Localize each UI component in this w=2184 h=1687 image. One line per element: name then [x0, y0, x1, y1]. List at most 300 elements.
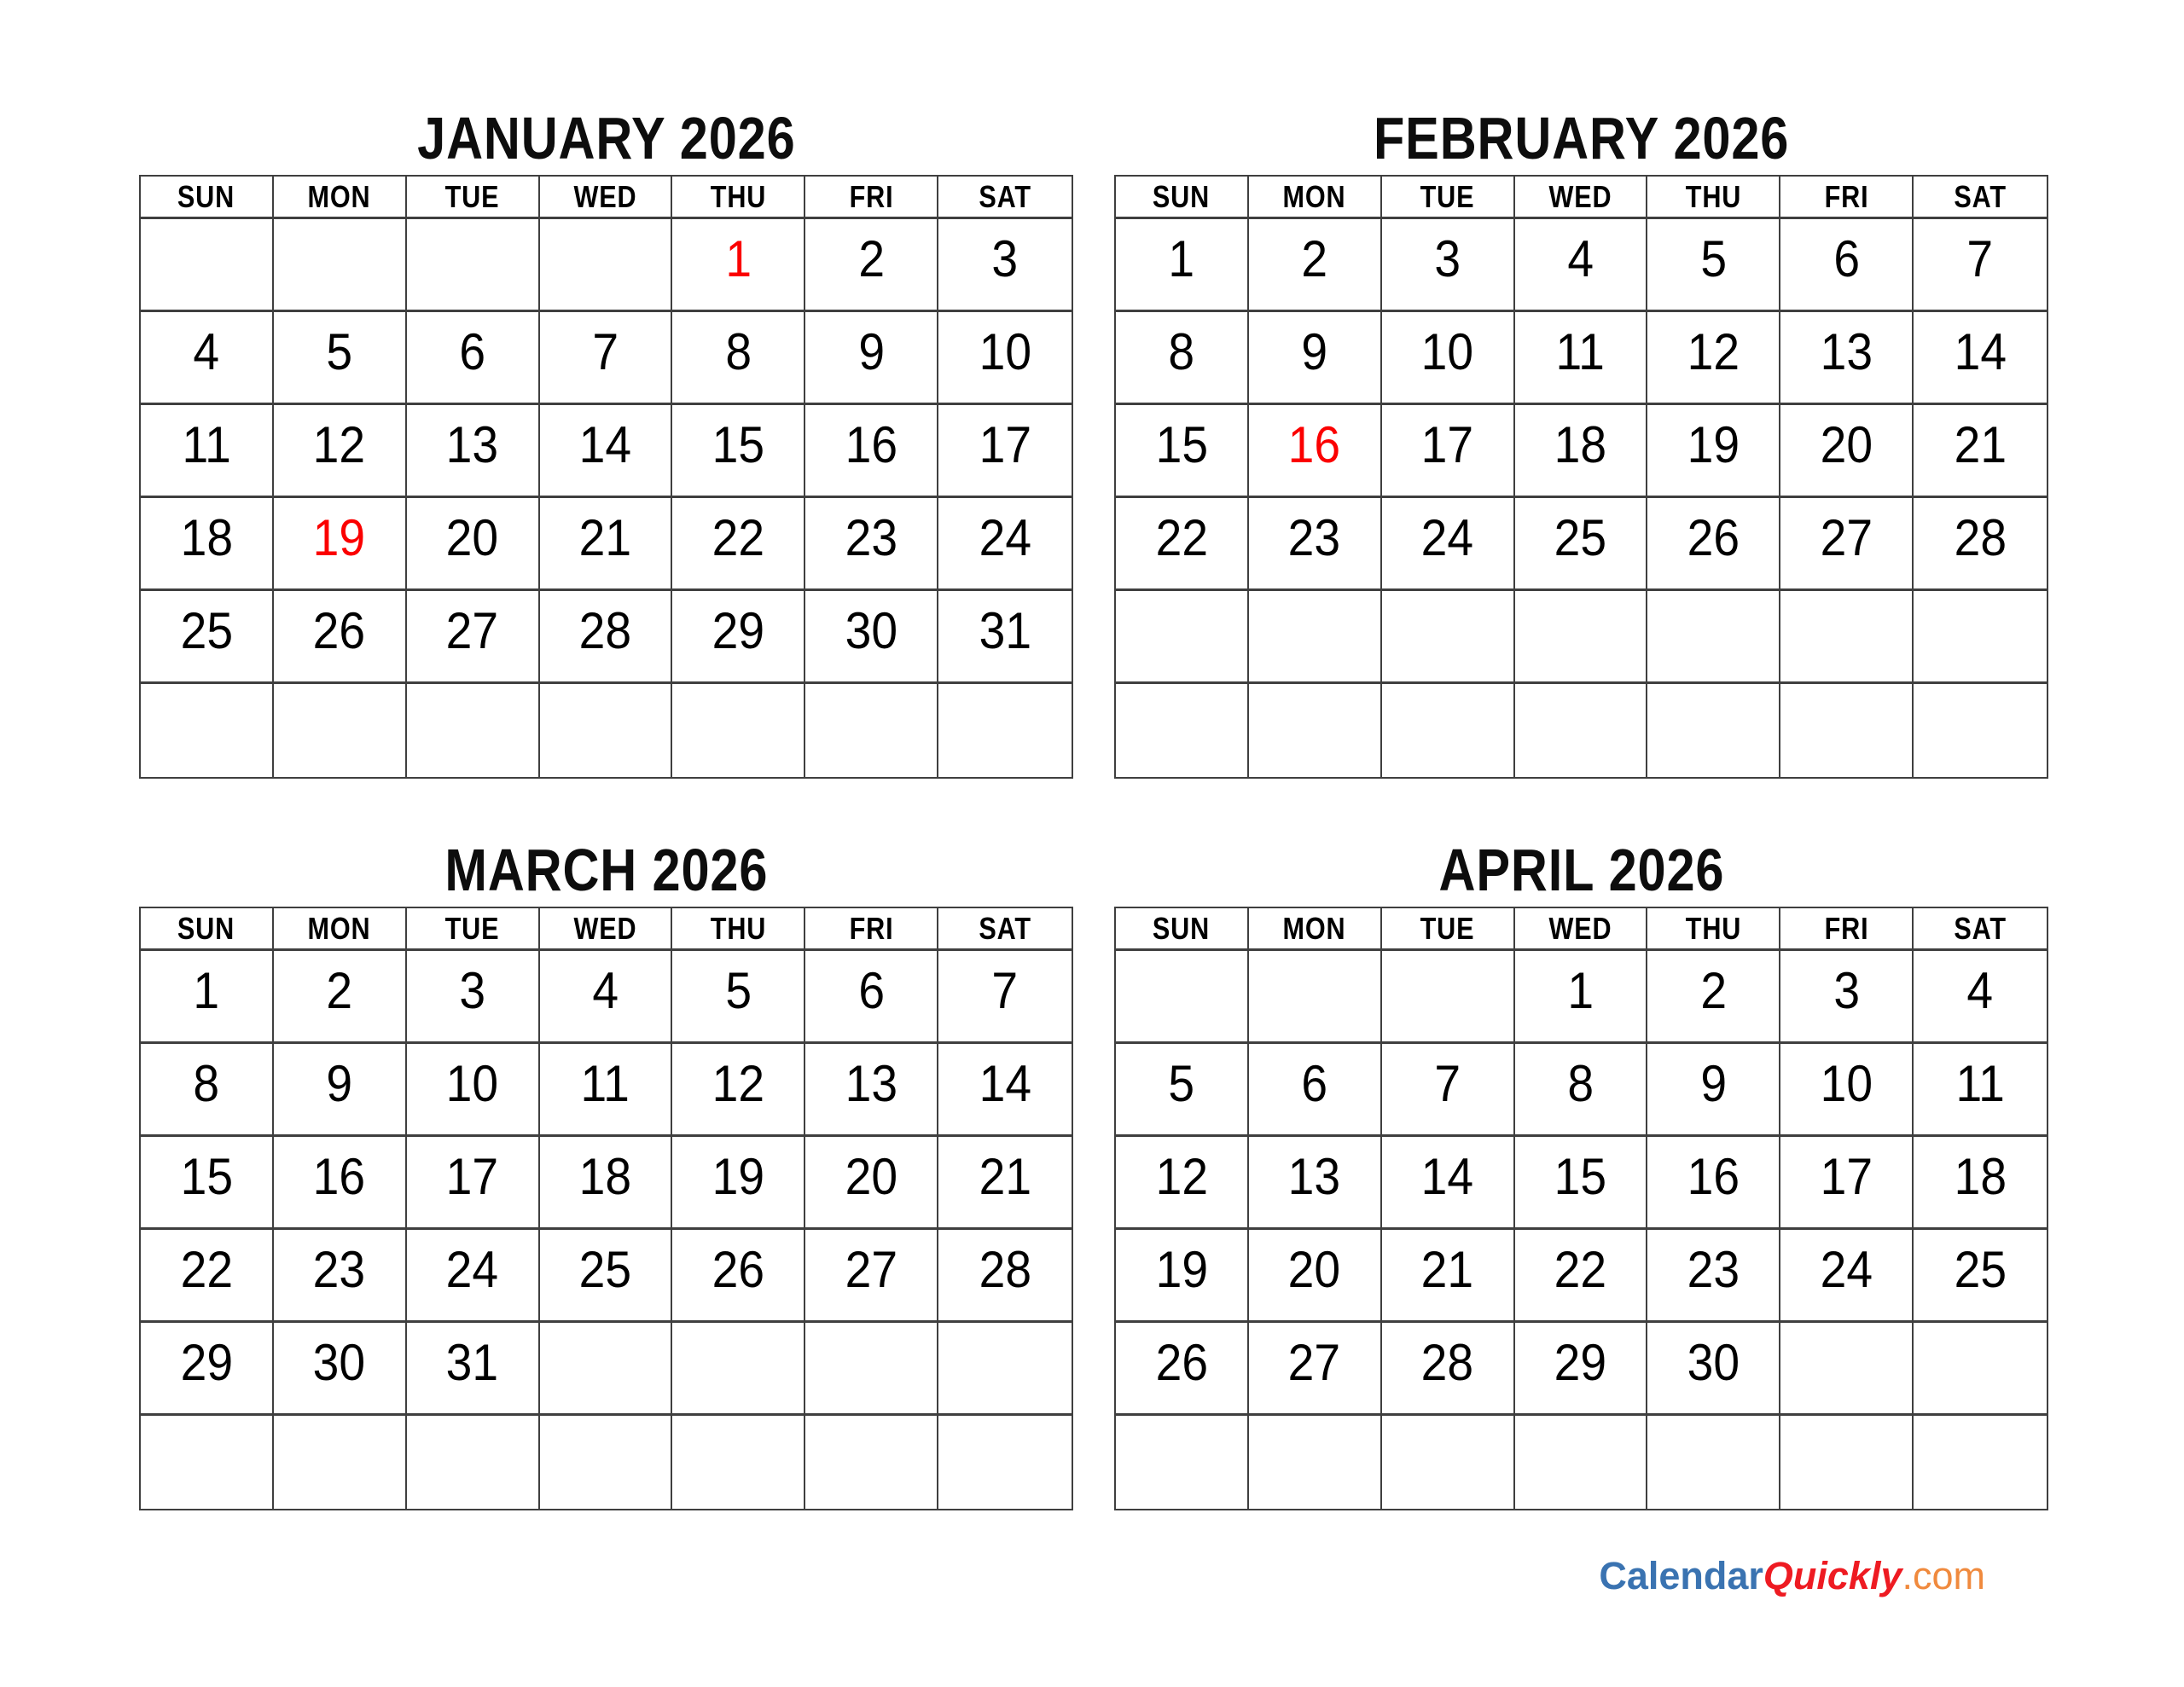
day-cell-21	[1382, 1230, 1515, 1323]
day-number: 20	[1288, 1240, 1341, 1298]
day-cell-1	[1116, 219, 1249, 312]
calendarquickly-logo	[1599, 1554, 1985, 1598]
day-cell-16	[805, 405, 938, 498]
day-number: 14	[578, 415, 632, 473]
day-cell-27	[805, 1230, 938, 1323]
day-cell-9	[805, 312, 938, 405]
weekday-header-thu	[1647, 908, 1780, 951]
day-number: 23	[313, 1240, 366, 1298]
day-number: 1	[724, 229, 752, 287]
day-cell-1	[1515, 951, 1648, 1044]
day-number: 25	[180, 601, 233, 659]
empty-day-cell	[1515, 684, 1648, 777]
day-number: 30	[1687, 1333, 1740, 1391]
weekday-header-thu	[672, 177, 805, 219]
day-number: 2	[326, 961, 353, 1019]
day-cell-17	[1382, 405, 1515, 498]
month-title-text: JANUARY 2026	[416, 104, 796, 171]
day-number: 6	[459, 322, 485, 380]
day-number: 20	[845, 1147, 897, 1205]
weekday-label: SUN	[177, 910, 235, 946]
day-cell-16	[274, 1137, 407, 1230]
day-cell-27	[407, 591, 540, 684]
day-cell-2	[274, 951, 407, 1044]
day-number: 25	[1554, 508, 1607, 566]
day-cell-27	[1780, 498, 1914, 591]
day-cell-6	[1249, 1044, 1382, 1137]
day-cell-9	[1249, 312, 1382, 405]
day-number: 13	[1820, 322, 1873, 380]
empty-day-cell	[805, 684, 938, 777]
month-title-april	[1114, 832, 2048, 907]
day-number: 28	[1954, 508, 2007, 566]
weekday-label: MON	[1282, 178, 1346, 214]
day-cell-14	[540, 405, 673, 498]
empty-day-cell	[1647, 684, 1780, 777]
day-cell-11	[1914, 1044, 2047, 1137]
calendar-grid-february	[1114, 175, 2048, 779]
day-cell-20	[805, 1137, 938, 1230]
day-cell-28	[540, 591, 673, 684]
day-cell-29	[141, 1323, 274, 1416]
day-cell-31	[407, 1323, 540, 1416]
day-cell-20	[1780, 405, 1914, 498]
day-cell-17	[1780, 1137, 1914, 1230]
weekday-label: TUE	[444, 178, 500, 214]
empty-day-cell	[1116, 591, 1249, 684]
day-cell-13	[1780, 312, 1914, 405]
day-number: 26	[313, 601, 366, 659]
day-number: 4	[193, 322, 220, 380]
day-number: 14	[979, 1054, 1031, 1112]
weekday-label: WED	[573, 178, 637, 214]
calendar-grid-april	[1114, 907, 2048, 1510]
weekday-header-sat	[1914, 177, 2047, 219]
day-cell-14	[1382, 1137, 1515, 1230]
day-cell-3	[1382, 219, 1515, 312]
day-number: 8	[1168, 322, 1195, 380]
weekday-label: SUN	[1153, 910, 1211, 946]
day-cell-10	[1382, 312, 1515, 405]
calendar-month-april	[1114, 832, 2048, 1510]
day-number: 28	[1420, 1333, 1474, 1391]
day-cell-6	[1780, 219, 1914, 312]
day-number: 9	[1301, 322, 1328, 380]
weekday-label: TUE	[444, 910, 500, 946]
calendar-grid-march	[139, 907, 1073, 1510]
logo-domain-text: .com	[1902, 1554, 1985, 1597]
day-number: 18	[1554, 415, 1607, 473]
day-cell-8	[672, 312, 805, 405]
empty-day-cell	[1914, 1416, 2047, 1509]
empty-day-cell	[938, 684, 1072, 777]
day-number: 24	[445, 1240, 499, 1298]
day-cell-24	[938, 498, 1072, 591]
day-cell-5	[1116, 1044, 1249, 1137]
day-number: 26	[1155, 1333, 1208, 1391]
weekday-header-wed	[540, 177, 673, 219]
empty-day-cell	[1249, 591, 1382, 684]
day-cell-19	[1116, 1230, 1249, 1323]
day-number: 10	[445, 1054, 499, 1112]
day-cell-24	[1382, 498, 1515, 591]
day-cell-26	[672, 1230, 805, 1323]
weekday-header-thu	[1647, 177, 1780, 219]
day-cell-8	[141, 1044, 274, 1137]
day-number: 6	[857, 961, 885, 1019]
day-number: 27	[445, 601, 499, 659]
day-number: 31	[445, 1333, 499, 1391]
weekday-header-wed	[1515, 908, 1648, 951]
day-number: 16	[313, 1147, 366, 1205]
empty-day-cell	[1914, 684, 2047, 777]
day-number: 23	[1288, 508, 1341, 566]
empty-day-cell	[274, 684, 407, 777]
day-cell-23	[1647, 1230, 1780, 1323]
day-number: 10	[979, 322, 1031, 380]
day-number: 12	[313, 415, 366, 473]
day-number: 8	[1567, 1054, 1594, 1112]
day-cell-1	[141, 951, 274, 1044]
weekday-header-fri	[805, 908, 938, 951]
day-number: 14	[1954, 322, 2007, 380]
day-number: 11	[182, 415, 231, 473]
weekday-label: SUN	[1153, 178, 1211, 214]
day-cell-5	[1647, 219, 1780, 312]
day-cell-23	[805, 498, 938, 591]
day-number: 24	[1420, 508, 1474, 566]
weekday-header-sun	[141, 908, 274, 951]
day-cell-18	[1515, 405, 1648, 498]
day-number: 29	[712, 601, 765, 659]
day-number: 23	[1687, 1240, 1740, 1298]
weekday-header-wed	[540, 908, 673, 951]
weekday-label: THU	[710, 910, 767, 946]
day-number: 4	[592, 961, 619, 1019]
day-number: 19	[313, 508, 366, 566]
day-number: 17	[445, 1147, 499, 1205]
day-cell-28	[1914, 498, 2047, 591]
day-cell-30	[1647, 1323, 1780, 1416]
day-number: 12	[1155, 1147, 1208, 1205]
day-number: 26	[712, 1240, 765, 1298]
month-title-march	[139, 832, 1073, 907]
day-cell-22	[672, 498, 805, 591]
day-cell-3	[1780, 951, 1914, 1044]
weekday-label: FRI	[849, 178, 894, 214]
day-number: 10	[1820, 1054, 1873, 1112]
day-number: 30	[845, 601, 897, 659]
day-cell-12	[1116, 1137, 1249, 1230]
empty-day-cell	[540, 684, 673, 777]
day-number: 5	[1168, 1054, 1195, 1112]
weekday-header-mon	[1249, 177, 1382, 219]
empty-day-cell	[1382, 951, 1515, 1044]
day-cell-13	[1249, 1137, 1382, 1230]
weekday-label: MON	[1282, 910, 1346, 946]
day-cell-5	[672, 951, 805, 1044]
day-cell-8	[1116, 312, 1249, 405]
day-cell-26	[274, 591, 407, 684]
day-number: 11	[1555, 322, 1606, 380]
day-number: 21	[979, 1147, 1031, 1205]
day-cell-18	[1914, 1137, 2047, 1230]
day-cell-17	[938, 405, 1072, 498]
day-cell-15	[141, 1137, 274, 1230]
day-number: 3	[1833, 961, 1860, 1019]
weekday-header-tue	[1382, 908, 1515, 951]
day-number: 10	[1420, 322, 1474, 380]
day-cell-25	[540, 1230, 673, 1323]
day-number: 5	[724, 961, 752, 1019]
day-number: 23	[845, 508, 897, 566]
day-number: 6	[1301, 1054, 1328, 1112]
day-cell-15	[672, 405, 805, 498]
empty-day-cell	[1116, 1416, 1249, 1509]
weekday-label: FRI	[849, 910, 894, 946]
day-number: 26	[1687, 508, 1740, 566]
empty-day-cell	[938, 1323, 1072, 1416]
day-cell-14	[938, 1044, 1072, 1137]
day-number: 5	[1699, 229, 1727, 287]
day-cell-26	[1116, 1323, 1249, 1416]
calendar-grid-january	[139, 175, 1073, 779]
weekday-label: TUE	[1420, 910, 1475, 946]
day-number: 22	[1155, 508, 1208, 566]
day-cell-18	[141, 498, 274, 591]
day-cell-25	[141, 591, 274, 684]
month-title-text: FEBRUARY 2026	[1373, 104, 1790, 171]
day-cell-15	[1116, 405, 1249, 498]
day-number: 29	[180, 1333, 233, 1391]
day-number: 18	[180, 508, 233, 566]
day-number: 28	[578, 601, 632, 659]
day-number: 3	[1434, 229, 1461, 287]
day-cell-29	[672, 591, 805, 684]
day-cell-18	[540, 1137, 673, 1230]
day-cell-4	[540, 951, 673, 1044]
empty-day-cell	[805, 1323, 938, 1416]
day-cell-13	[407, 405, 540, 498]
day-number: 16	[1687, 1147, 1740, 1205]
day-cell-17	[407, 1137, 540, 1230]
day-number: 6	[1833, 229, 1860, 287]
empty-day-cell	[1647, 1416, 1780, 1509]
day-cell-3	[407, 951, 540, 1044]
logo-quickly-text: Quickly	[1763, 1554, 1902, 1597]
day-cell-29	[1515, 1323, 1648, 1416]
empty-day-cell	[1780, 1323, 1914, 1416]
weekday-header-mon	[1249, 908, 1382, 951]
day-cell-25	[1515, 498, 1648, 591]
month-title-text: APRIL 2026	[1438, 836, 1724, 903]
empty-day-cell	[1515, 591, 1648, 684]
day-cell-1	[672, 219, 805, 312]
empty-day-cell	[407, 1416, 540, 1509]
day-cell-7	[540, 312, 673, 405]
day-number: 17	[979, 415, 1031, 473]
weekday-header-sat	[938, 177, 1072, 219]
day-number: 12	[712, 1054, 765, 1112]
day-cell-8	[1515, 1044, 1648, 1137]
day-cell-6	[805, 951, 938, 1044]
day-cell-27	[1249, 1323, 1382, 1416]
day-number: 1	[193, 961, 220, 1019]
weekday-header-wed	[1515, 177, 1648, 219]
day-cell-7	[1914, 219, 2047, 312]
day-number: 5	[326, 322, 353, 380]
calendar-month-january	[139, 101, 1073, 779]
empty-day-cell	[1914, 591, 2047, 684]
empty-day-cell	[1116, 951, 1249, 1044]
day-number: 12	[1687, 322, 1740, 380]
day-cell-28	[938, 1230, 1072, 1323]
weekday-header-sat	[1914, 908, 2047, 951]
day-number: 7	[991, 961, 1019, 1019]
month-title-february	[1114, 101, 2048, 175]
day-number: 20	[1820, 415, 1873, 473]
weekday-label: WED	[1548, 910, 1612, 946]
day-cell-11	[141, 405, 274, 498]
weekday-label: THU	[1685, 910, 1742, 946]
day-number: 25	[1954, 1240, 2007, 1298]
weekday-header-fri	[805, 177, 938, 219]
day-number: 4	[1966, 961, 1994, 1019]
day-number: 27	[1820, 508, 1873, 566]
empty-day-cell	[407, 684, 540, 777]
day-cell-7	[938, 951, 1072, 1044]
day-number: 27	[845, 1240, 897, 1298]
day-cell-30	[274, 1323, 407, 1416]
day-number: 19	[712, 1147, 765, 1205]
day-cell-26	[1647, 498, 1780, 591]
empty-day-cell	[672, 684, 805, 777]
weekday-header-sun	[141, 177, 274, 219]
day-cell-2	[1647, 951, 1780, 1044]
day-number: 15	[1554, 1147, 1607, 1205]
month-title-january	[139, 101, 1073, 175]
day-number: 19	[1687, 415, 1740, 473]
day-number: 20	[445, 508, 499, 566]
day-number: 25	[578, 1240, 632, 1298]
empty-day-cell	[1382, 591, 1515, 684]
day-number: 15	[180, 1147, 233, 1205]
empty-day-cell	[1647, 591, 1780, 684]
day-number: 11	[1955, 1054, 2005, 1112]
day-number: 7	[592, 322, 619, 380]
weekday-label: THU	[1685, 178, 1742, 214]
day-cell-19	[274, 498, 407, 591]
weekday-label: FRI	[1824, 910, 1869, 946]
day-cell-22	[1116, 498, 1249, 591]
day-cell-10	[407, 1044, 540, 1137]
day-cell-19	[672, 1137, 805, 1230]
weekday-header-tue	[407, 908, 540, 951]
day-number: 4	[1567, 229, 1594, 287]
day-cell-28	[1382, 1323, 1515, 1416]
day-number: 1	[1567, 961, 1594, 1019]
day-cell-30	[805, 591, 938, 684]
empty-day-cell	[1249, 684, 1382, 777]
day-number: 22	[712, 508, 765, 566]
empty-day-cell	[938, 1416, 1072, 1509]
empty-day-cell	[805, 1416, 938, 1509]
day-number: 8	[724, 322, 752, 380]
empty-day-cell	[540, 1416, 673, 1509]
empty-day-cell	[1116, 684, 1249, 777]
weekday-label: WED	[573, 910, 637, 946]
day-number: 16	[1288, 415, 1341, 473]
day-cell-24	[1780, 1230, 1914, 1323]
calendar-month-march	[139, 832, 1073, 1510]
day-cell-4	[1914, 951, 2047, 1044]
day-number: 27	[1288, 1333, 1341, 1391]
day-number: 1	[1168, 229, 1195, 287]
day-cell-21	[938, 1137, 1072, 1230]
day-number: 22	[180, 1240, 233, 1298]
day-number: 24	[979, 508, 1031, 566]
day-number: 31	[979, 601, 1031, 659]
weekday-header-thu	[672, 908, 805, 951]
weekday-header-mon	[274, 908, 407, 951]
day-cell-5	[274, 312, 407, 405]
weekday-header-fri	[1780, 177, 1914, 219]
weekday-header-tue	[1382, 177, 1515, 219]
day-number: 8	[193, 1054, 220, 1112]
day-cell-20	[1249, 1230, 1382, 1323]
day-number: 9	[326, 1054, 353, 1112]
weekday-header-sat	[938, 908, 1072, 951]
day-cell-25	[1914, 1230, 2047, 1323]
empty-day-cell	[540, 219, 673, 312]
empty-day-cell	[141, 219, 274, 312]
day-number: 3	[991, 229, 1019, 287]
day-number: 16	[845, 415, 897, 473]
day-cell-16	[1249, 405, 1382, 498]
empty-day-cell	[1382, 1416, 1515, 1509]
day-cell-13	[805, 1044, 938, 1137]
calendar-month-february	[1114, 101, 2048, 779]
empty-day-cell	[1780, 591, 1914, 684]
empty-day-cell	[540, 1323, 673, 1416]
day-number: 7	[1966, 229, 1994, 287]
day-cell-23	[1249, 498, 1382, 591]
empty-day-cell	[274, 1416, 407, 1509]
day-number: 22	[1554, 1240, 1607, 1298]
day-number: 21	[578, 508, 632, 566]
logo-calendar-text: Calendar	[1599, 1554, 1763, 1597]
day-cell-20	[407, 498, 540, 591]
day-number: 2	[857, 229, 885, 287]
weekday-label: THU	[710, 178, 767, 214]
day-number: 15	[1155, 415, 1208, 473]
day-number: 14	[1420, 1147, 1474, 1205]
day-cell-6	[407, 312, 540, 405]
day-number: 21	[1954, 415, 2007, 473]
day-number: 2	[1699, 961, 1727, 1019]
day-number: 19	[1155, 1240, 1208, 1298]
day-number: 30	[313, 1333, 366, 1391]
weekday-label: SAT	[979, 178, 1031, 214]
weekday-label: TUE	[1420, 178, 1475, 214]
weekday-header-tue	[407, 177, 540, 219]
day-cell-31	[938, 591, 1072, 684]
weekday-label: SAT	[1954, 910, 2007, 946]
day-number: 29	[1554, 1333, 1607, 1391]
weekday-header-mon	[274, 177, 407, 219]
weekday-label: SAT	[1954, 178, 2007, 214]
empty-day-cell	[672, 1323, 805, 1416]
